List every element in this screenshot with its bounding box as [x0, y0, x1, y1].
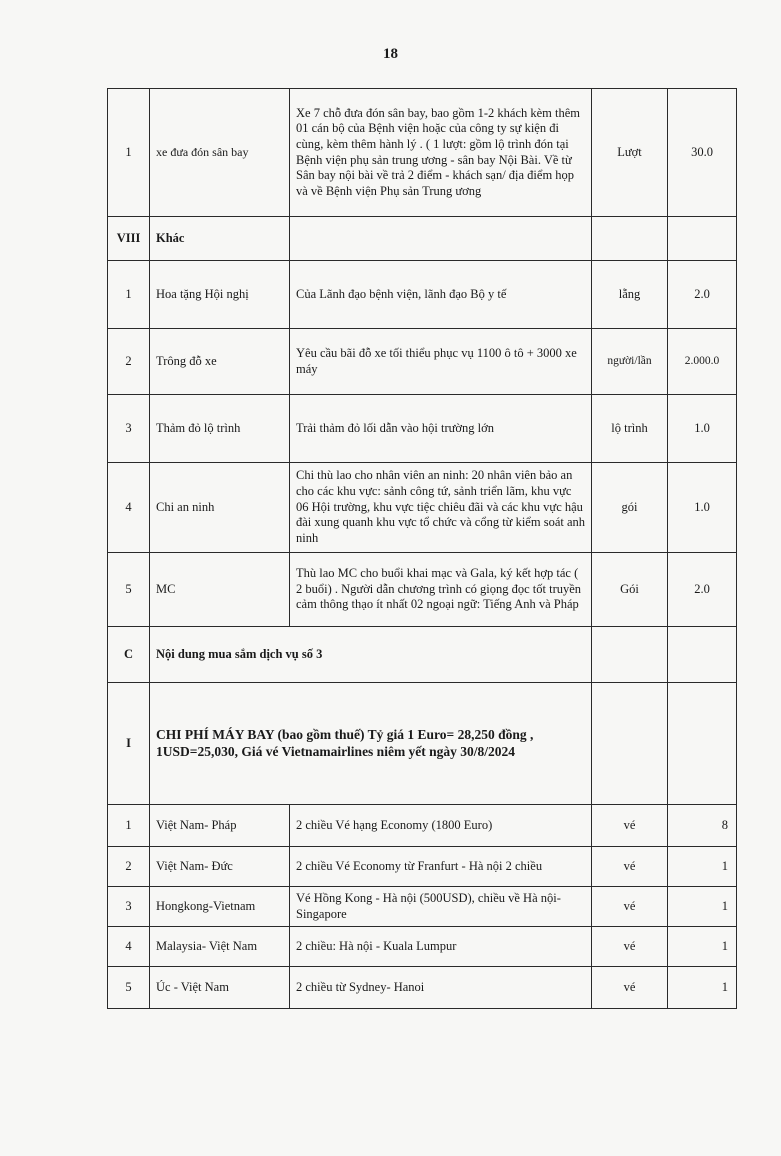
section-row — [108, 217, 737, 261]
row-number: 1 — [108, 89, 150, 217]
page-number: 18 — [383, 46, 398, 62]
table-row — [108, 805, 737, 847]
item-description: Yêu cầu bãi đỗ xe tối thiểu phục vụ 1100 ô tô + 3000 xe máy — [290, 329, 592, 395]
row-number: 5 — [108, 967, 150, 1009]
item-quantity: 1.0 — [668, 463, 737, 553]
item-unit: người/lần — [592, 329, 668, 395]
item-quantity: 1 — [668, 847, 737, 887]
table-row — [108, 847, 737, 887]
item-name: Úc - Việt Nam — [150, 967, 290, 1009]
item-name: Malaysia- Việt Nam — [150, 927, 290, 967]
procurement-table — [107, 88, 737, 1009]
item-description: Xe 7 chỗ đưa đón sân bay, bao gồm 1-2 khách kèm thêm 01 cán bộ của Bệnh viện hoặc của công ty sự kiện đi cùng, kèm thêm hành lý . ( 1 lượt: gồm lộ trình đón tại Bệnh viện phụ sản trung ương - sân bay Nội Bài. Về từ Sân bay nội bài về trả 2 điểm - khách sạn/ địa điểm họp và về Bệnh viện Phụ sản Trung ương — [290, 89, 592, 217]
item-quantity: 2.0 — [668, 261, 737, 329]
section-number: I — [108, 683, 150, 805]
item-unit: lộ trình — [592, 395, 668, 463]
table-row — [108, 927, 737, 967]
item-quantity: 2.0 — [668, 553, 737, 627]
item-name: Chi an ninh — [150, 463, 290, 553]
item-description: Trải thảm đỏ lối dẫn vào hội trường lớn — [290, 395, 592, 463]
table-row — [108, 261, 737, 329]
section-title: CHI PHÍ MÁY BAY (bao gồm thuế) Tỷ giá 1 Euro= 28,250 đồng , 1USD=25,030, Giá vé Vietnamairlines niêm yết ngày 30/8/2024 — [150, 683, 592, 805]
item-quantity: 1.0 — [668, 395, 737, 463]
item-name: MC — [150, 553, 290, 627]
item-unit: Lượt — [592, 89, 668, 217]
row-number: 1 — [108, 261, 150, 329]
item-quantity: 1 — [668, 967, 737, 1009]
table-row — [108, 329, 737, 395]
section-title: Khác — [150, 217, 290, 261]
section-title: Nội dung mua sắm dịch vụ số 3 — [150, 627, 592, 683]
row-number: 2 — [108, 329, 150, 395]
item-unit: gói — [592, 463, 668, 553]
row-number: 5 — [108, 553, 150, 627]
row-number: 3 — [108, 395, 150, 463]
item-name: Việt Nam- Đức — [150, 847, 290, 887]
item-description: 2 chiều Vé Economy từ Franfurt - Hà nội 2 chiều — [290, 847, 592, 887]
section-row — [108, 627, 737, 683]
item-name: Thảm đỏ lộ trình — [150, 395, 290, 463]
item-description: 2 chiều Vé hạng Economy (1800 Euro) — [290, 805, 592, 847]
item-name: Hongkong-Vietnam — [150, 887, 290, 927]
item-description: Của Lãnh đạo bệnh viện, lãnh đạo Bộ y tế — [290, 261, 592, 329]
item-description: 2 chiều: Hà nội - Kuala Lumpur — [290, 927, 592, 967]
row-number: 3 — [108, 887, 150, 927]
item-quantity: 30.0 — [668, 89, 737, 217]
row-number: 1 — [108, 805, 150, 847]
item-name: Trông đỗ xe — [150, 329, 290, 395]
item-description: Vé Hồng Kong - Hà nội (500USD), chiều về Hà nội- Singapore — [290, 887, 592, 927]
item-quantity: 8 — [668, 805, 737, 847]
item-name: xe đưa đón sân bay — [150, 89, 290, 217]
section-number: VIII — [108, 217, 150, 261]
item-quantity: 1 — [668, 887, 737, 927]
table-row — [108, 887, 737, 927]
section-row — [108, 683, 737, 805]
table-row — [108, 553, 737, 627]
row-number: 4 — [108, 463, 150, 553]
row-number: 2 — [108, 847, 150, 887]
item-name: Việt Nam- Pháp — [150, 805, 290, 847]
item-description: Chi thù lao cho nhân viên an ninh: 20 nhân viên bảo an cho các khu vực: sảnh công tứ, sảnh triển lãm, khu vực 06 Hội trường, khu vực tiệc chiêu đãi và các khu vực hậu đài xung quanh khu vực tổ chức và cổng từ kiểm soát anh ninh — [290, 463, 592, 553]
item-description: Thù lao MC cho buổi khai mạc và Gala, ký kết hợp tác ( 2 buổi) . Người dẫn chương trình có giọng đọc tốt truyền cảm thông thạo ít nhất 02 ngoại ngữ: Tiếng Anh và Pháp — [290, 553, 592, 627]
table-row — [108, 395, 737, 463]
item-unit: vé — [592, 847, 668, 887]
item-unit: vé — [592, 967, 668, 1009]
item-quantity: 2.000.0 — [668, 329, 737, 395]
item-unit: vé — [592, 805, 668, 847]
item-unit: vé — [592, 927, 668, 967]
item-unit: Gói — [592, 553, 668, 627]
table-row — [108, 463, 737, 553]
table-row — [108, 89, 737, 217]
item-quantity: 1 — [668, 927, 737, 967]
section-number: C — [108, 627, 150, 683]
row-number: 4 — [108, 927, 150, 967]
item-description: 2 chiều từ Sydney- Hanoi — [290, 967, 592, 1009]
item-name: Hoa tặng Hội nghị — [150, 261, 290, 329]
item-unit: vé — [592, 887, 668, 927]
table-row — [108, 967, 737, 1009]
item-unit: lẵng — [592, 261, 668, 329]
